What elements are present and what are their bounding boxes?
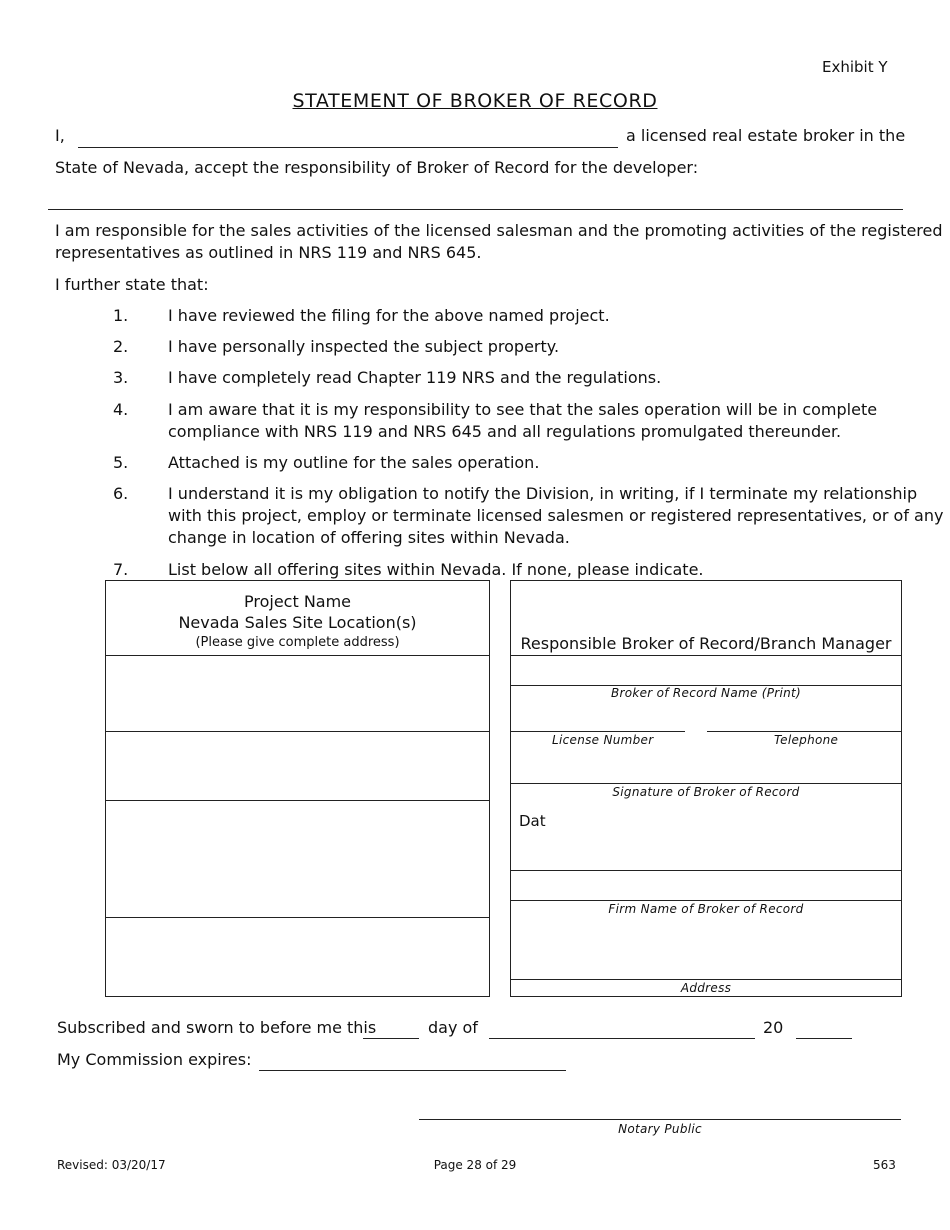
list-item-5-text: Attached is my outline for the sales operation. — [168, 453, 540, 472]
responsibility-text: I am responsible for the sales activities of the licensed salesman and the promoting activities of the registered — [55, 221, 943, 240]
date-label: Dat — [519, 812, 546, 830]
broker-table-header: Responsible Broker of Record/Branch Manager — [520, 634, 892, 653]
i-label: I, — [55, 126, 65, 145]
broker-name-input[interactable] — [78, 128, 618, 148]
address-field[interactable] — [511, 919, 901, 978]
list-item-6-text-3: change in location of offering sites within Nevada. — [168, 528, 570, 547]
date-field[interactable] — [551, 803, 901, 869]
list-item-3-text: I have completely read Chapter 119 NRS and the regulations. — [168, 368, 662, 387]
notary-caption: Notary Public — [618, 1122, 702, 1136]
divider — [511, 979, 901, 980]
address-caption: Address — [680, 981, 732, 995]
signature-field[interactable] — [511, 749, 901, 783]
sales-site-cell-3[interactable] — [106, 801, 489, 917]
telephone-field[interactable] — [707, 701, 901, 731]
signature-caption: Signature of Broker of Record — [612, 785, 800, 799]
license-number-caption: License Number — [552, 733, 654, 747]
telephone-caption: Telephone — [774, 733, 839, 747]
developer-input[interactable] — [48, 190, 903, 210]
broker-name-print-field[interactable] — [511, 656, 901, 684]
licensed-text: a licensed real estate broker in the — [626, 126, 906, 145]
state-text: State of Nevada, accept the responsibility of Broker of Record for the developer: — [55, 158, 699, 177]
site-location-header: Nevada Sales Site Location(s) — [178, 613, 417, 632]
responsibility-text-2: representatives as outlined in NRS 119 and NRS 645. — [55, 243, 482, 262]
list-item-4-number: 4. — [113, 400, 129, 419]
list-item-4-text-2: compliance with NRS 119 and NRS 645 and all regulations promulgated thereunder. — [168, 422, 842, 441]
divider — [511, 900, 901, 901]
exhibit-label: Exhibit Y — [822, 58, 888, 76]
list-item-5-number: 5. — [113, 453, 129, 472]
year-prefix: 20 — [763, 1018, 784, 1037]
day-of-text: day of — [428, 1018, 478, 1037]
year-input[interactable] — [796, 1019, 852, 1039]
divider — [707, 731, 901, 732]
subscribed-text: Subscribed and sworn to before me this — [57, 1018, 377, 1037]
list-item-6-text-2: with this project, employ or terminate licensed salesmen or registered representatives, or of any — [168, 506, 944, 525]
sales-site-cell-2[interactable] — [106, 732, 489, 800]
broker-table — [510, 580, 902, 997]
list-item-3-number: 3. — [113, 368, 129, 387]
commission-text: My Commission expires: — [57, 1050, 252, 1069]
form-code: 563 — [873, 1158, 896, 1172]
broker-name-caption: Broker of Record Name (Print) — [610, 686, 802, 700]
page-number: Page 28 of 29 — [433, 1158, 517, 1172]
revised-date: Revised: 03/20/17 — [57, 1158, 166, 1172]
firm-name-field[interactable] — [511, 871, 901, 900]
firm-name-caption: Firm Name of Broker of Record — [608, 902, 804, 916]
list-item-4-text: I am aware that it is my responsibility to see that the sales operation will be in complete — [168, 400, 878, 419]
list-item-6-number: 6. — [113, 484, 129, 503]
sales-site-cell-4[interactable] — [106, 918, 489, 996]
month-input[interactable] — [489, 1019, 755, 1039]
day-input[interactable] — [363, 1019, 419, 1039]
further-state-text: I further state that: — [55, 275, 209, 294]
list-item-2-text: I have personally inspected the subject property. — [168, 337, 560, 356]
address-hint: (Please give complete address) — [195, 635, 400, 650]
list-item-1-text: I have reviewed the filing for the above named project. — [168, 306, 610, 325]
page-title: STATEMENT OF BROKER OF RECORD — [292, 90, 658, 112]
list-item-6-text: I understand it is my obligation to notify the Division, in writing, if I terminate my relationship — [168, 484, 918, 503]
list-item-2-number: 2. — [113, 337, 129, 356]
notary-signature-input[interactable] — [419, 1100, 901, 1120]
license-number-field[interactable] — [511, 701, 685, 731]
list-item-7-number: 7. — [113, 560, 129, 579]
sales-site-table — [105, 580, 490, 997]
sales-site-cell-1[interactable] — [106, 656, 489, 731]
divider — [511, 783, 901, 784]
project-name-header: Project Name — [243, 592, 352, 611]
list-item-1-number: 1. — [113, 306, 129, 325]
list-item-7-text: List below all offering sites within Nevada. If none, please indicate. — [168, 560, 704, 579]
divider — [511, 731, 685, 732]
commission-expiry-input[interactable] — [259, 1051, 566, 1071]
